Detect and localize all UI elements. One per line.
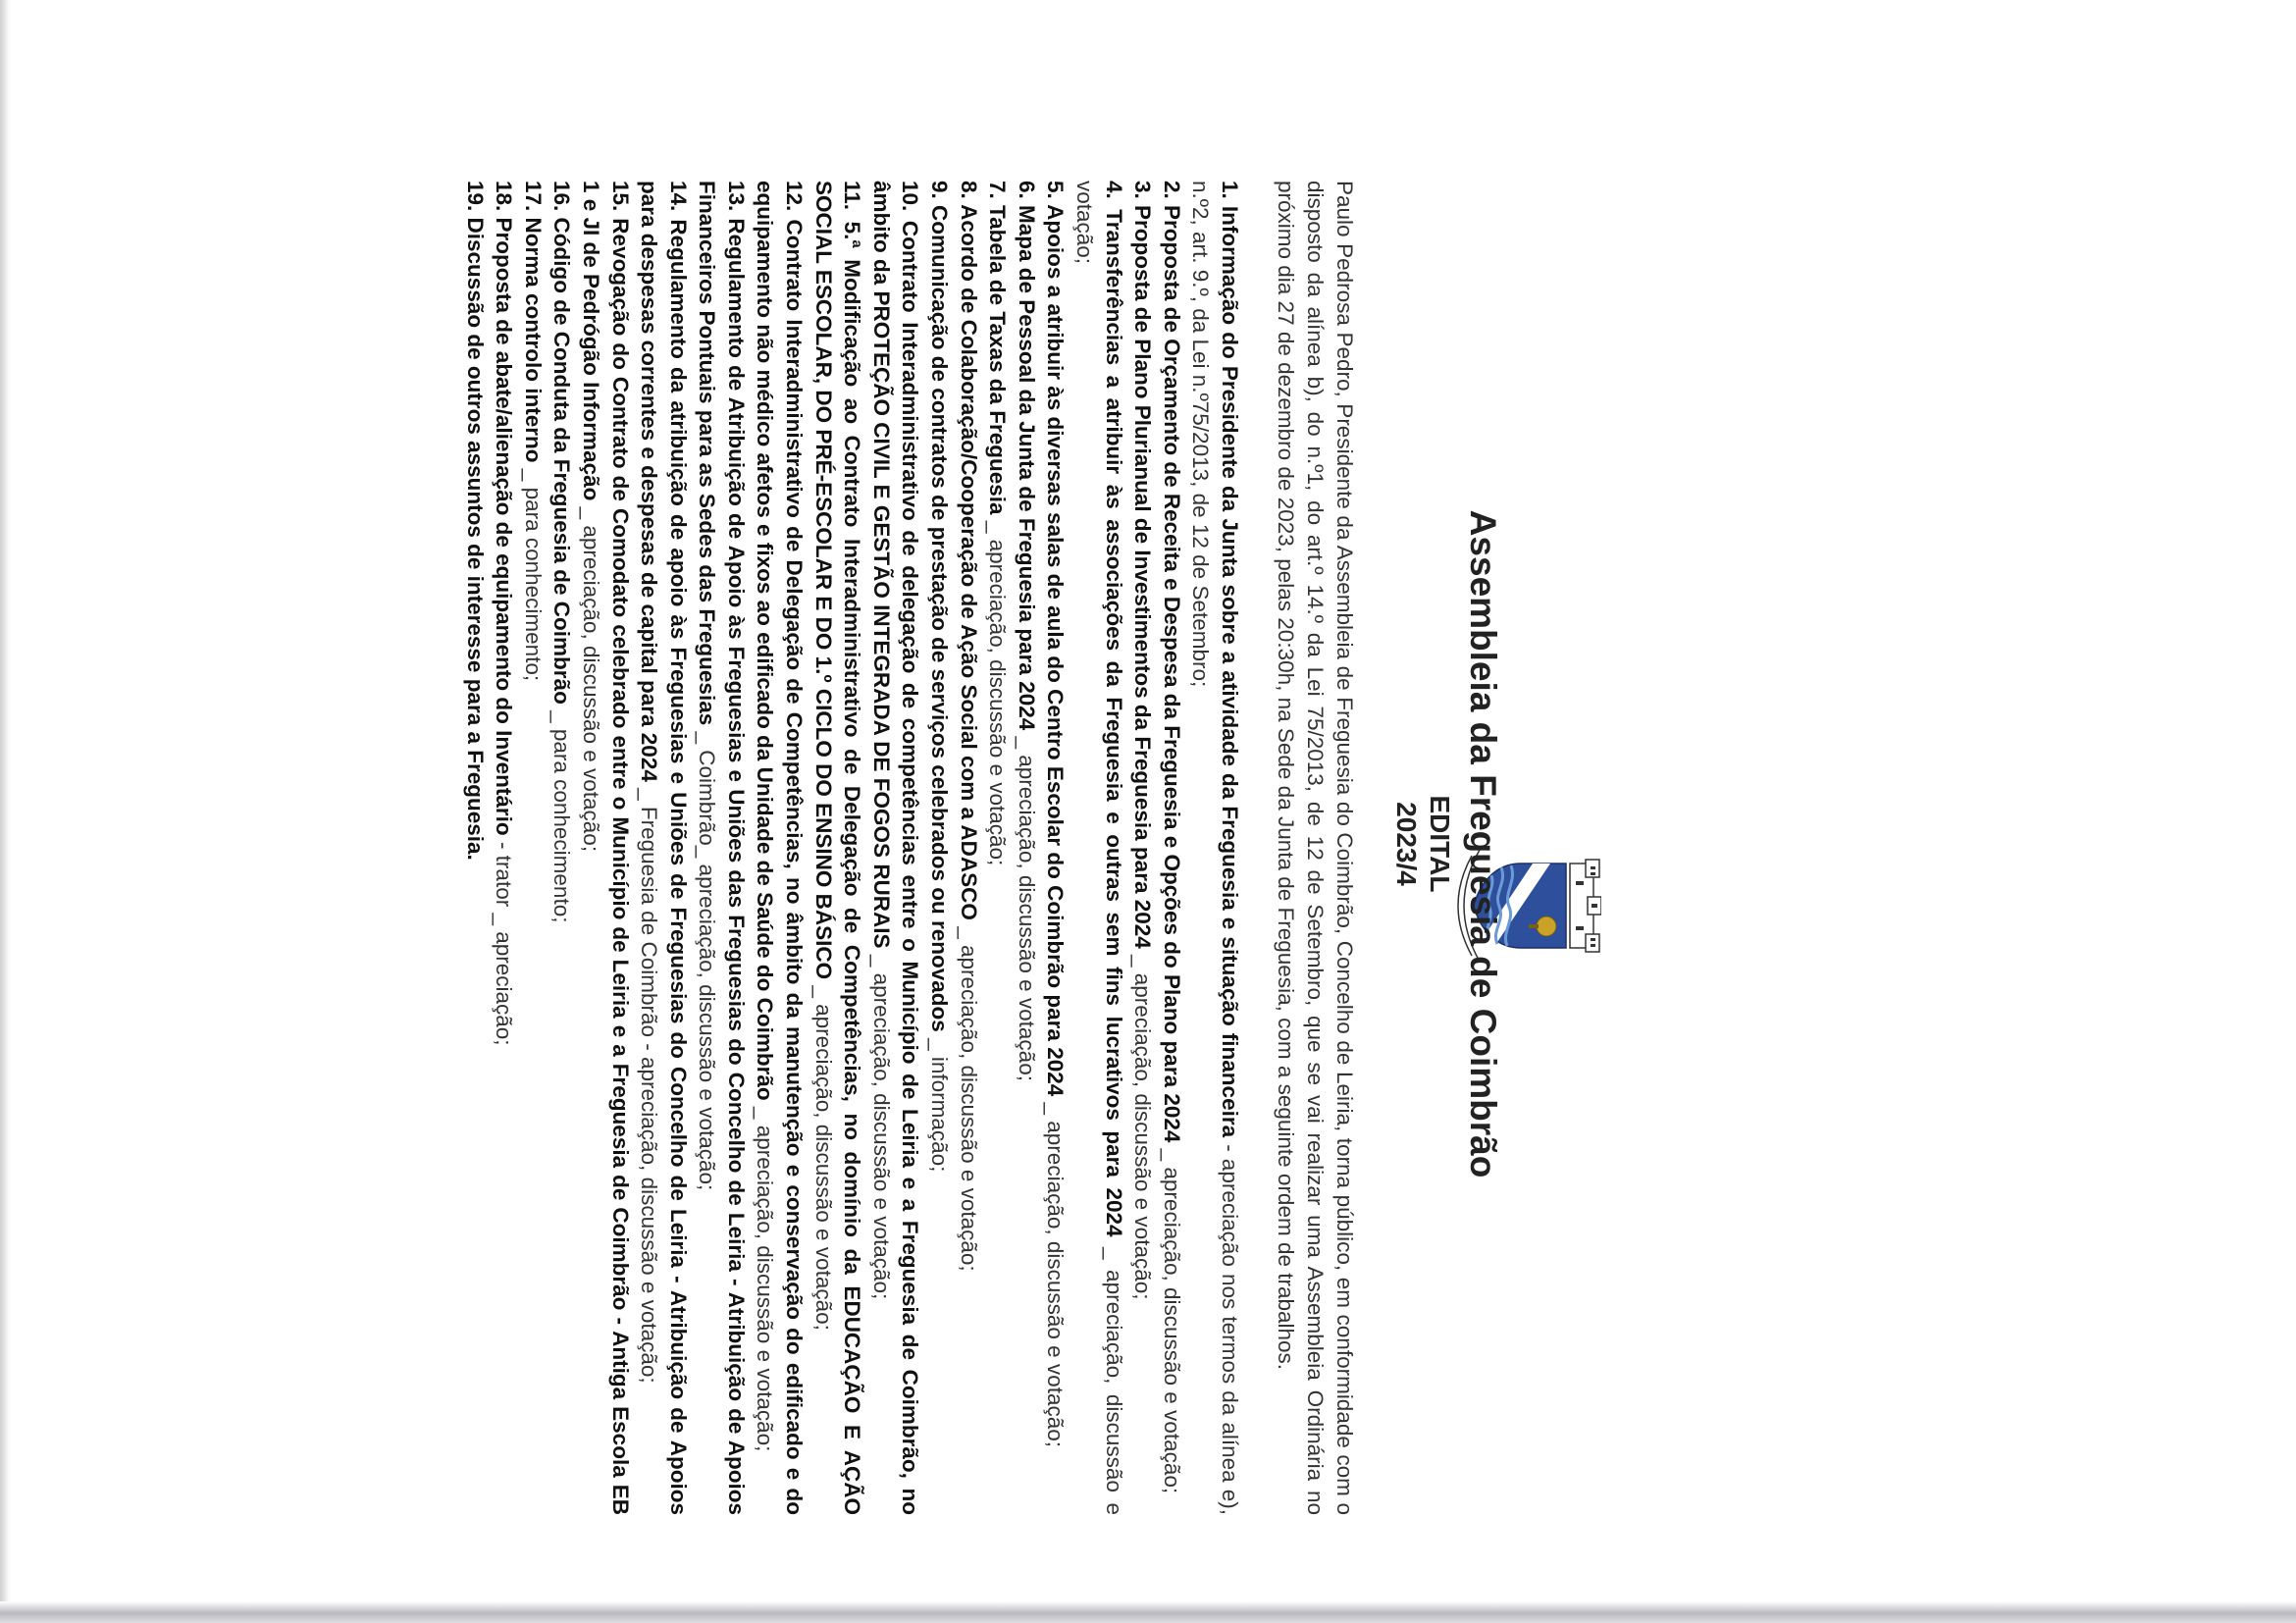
agenda-item — [693, 181, 751, 1515]
scan-shadow-bottom — [0, 1601, 2296, 1623]
agenda-item-title: 11. 5.ª Modificação ao Contrato Interadministrativo de Delegação de Competências, no domínio da EDUCAÇÃO E AÇÃO SOCIAL ESCOLAR, DO PRÉ-ESCOLAR E DO 1.º CICLO DO ENSINO BÁSICO — [810, 181, 865, 1515]
agenda-item-action: _ informação; — [927, 1031, 953, 1173]
agenda-item-action: _ apreciação, discussão e votação; — [753, 1100, 778, 1452]
agenda-item — [518, 181, 548, 1515]
agenda-item-title: 10. Contrato Interadministrativo de delegação de competências entre o Município de Leiria e a Freguesia de Coimbrão, no âmbito da PROTEÇÃO CIVIL E GESTÃO INTEGRADA DE FOGOS RURAIS — [868, 181, 923, 1515]
agenda-item — [1157, 181, 1186, 1515]
agenda-item — [576, 181, 634, 1515]
agenda-item — [1128, 181, 1158, 1515]
agenda-item-action: _ para conhecimento; — [520, 462, 546, 682]
agenda-item-action: _ apreciação, discussão e votação; — [578, 500, 603, 853]
document-subtitle: EDITAL — [1425, 795, 1455, 893]
agenda-item-title: 3. Proposta de Plano Plurianual de Investimentos da Freguesia para 2024 — [1130, 181, 1156, 949]
agenda-item-title: 8. Acordo de Colaboração/Cooperação de Ação Social com a ADASCO — [956, 181, 981, 920]
agenda-item — [635, 181, 693, 1515]
agenda-item-title: 19. Discussão de outros assuntos de interesse para a Freguesia. — [462, 181, 488, 861]
agenda-item-action: - apreciação nos termos da alínea e), n.º2, art. 9.º, da Lei n.º75/2013, de 12 de Setembro; — [1188, 181, 1242, 1515]
agenda-item-action: _ apreciação, discussão e votação; — [1159, 1142, 1184, 1494]
agenda-item — [1012, 181, 1041, 1515]
agenda-item-action: _ apreciação, discussão e votação; — [985, 514, 1011, 866]
edition-number: 2023/4 — [1391, 802, 1422, 886]
agenda-item-action: _ para conhecimento; — [549, 704, 575, 923]
agenda-item-action: _ apreciação, discussão e votação; — [1014, 730, 1039, 1081]
document-title: Assembleia da Freguesia de Coimbrão — [1463, 509, 1503, 1178]
agenda-item-title: 1. Informação do Presidente da Junta sobre a atividade da Freguesia e situação financeira — [1218, 181, 1242, 1138]
agenda-item — [548, 181, 577, 1515]
agenda-item — [460, 181, 490, 1515]
agenda-item — [809, 181, 866, 1515]
agenda-item-title: 5. Apoios a atribuir às diversas salas de aula do Centro Escolar do Coimbrão para 2024 — [1043, 181, 1069, 1097]
agenda-item — [924, 181, 954, 1515]
agenda-item — [1070, 181, 1127, 1515]
edital-document — [0, 147, 1609, 1541]
agenda-item-action: _ apreciação, discussão e votação; — [810, 979, 836, 1331]
agenda-item-title: 4. Transferências a atribuir às associações da Freguesia e outras sem fins lucrativos para 2024 — [1101, 181, 1126, 1237]
agenda-item-title: 12. Contrato Interadministrativo de Delegação de Competências, no âmbito da manutenção e conservação do edificado e do equipamento não médico afetos e fixos ao edificado da Unidade de Saúde do Coimbrão — [753, 181, 808, 1515]
agenda-list — [460, 181, 1244, 1515]
agenda-item-title: 6. Mapa de Pessoal da Junta de Freguesia para 2024 — [1014, 181, 1039, 731]
agenda-item-action: _ apreciação, discussão e votação; — [1043, 1096, 1069, 1447]
agenda-item — [1041, 181, 1070, 1515]
agenda-item-title: 17. Norma controlo interno — [520, 181, 546, 463]
intro-paragraph: Paulo Pedrosa Pedro, Presidente da Assembleia de Freguesia do Coimbrão, Concelho de Leiria, torna público, em conformidade com o disposto da alínea b), do n.º1, do art.º 14.º da Lei 75/2013, de 12 de Setembro, que se vai realizar uma Assembleia Ordinária no próximo dia 27 de dezembro de 2023, pelas 20:30h, na Sede da Junta de Freguesia, com a seguinte ordem de trabalhos. — [1274, 181, 1358, 1515]
agenda-item-title: 13. Regulamento de Atribuição de Apoio às Freguesias e Uniões das Freguesias do Concelho de Leiria - Atribuição de Apoios Financeiros Pontuais para as Sedes das Freguesias — [695, 181, 749, 1515]
agenda-item — [866, 181, 924, 1515]
agenda-item — [983, 181, 1013, 1515]
agenda-item-action: _ Coimbrão_ apreciação, discussão e votação; — [695, 725, 720, 1191]
agenda-item-action: _ apreciação, discussão e votação; — [1130, 948, 1156, 1300]
agenda-item-action: - trator _ apreciação; — [492, 835, 517, 1046]
agenda-item — [490, 181, 519, 1515]
agenda-item-title: 18. Proposta de abate/alienação de equipamento do Inventário — [492, 181, 517, 836]
agenda-item-action: _ apreciação, discussão e votação; — [956, 919, 981, 1272]
agenda-item-title: 7. Tabela de Taxas da Freguesia — [985, 181, 1011, 515]
agenda-item-title: 16. Código de Conduta da Freguesia de Coimbrão — [549, 181, 575, 705]
agenda-item-action: _ apreciação, discussão e votação; — [1072, 181, 1126, 1515]
agenda-item — [954, 181, 983, 1515]
agenda-item-title: 15. Revogação do Contrato de Comodato celebrado entre o Município de Leiria e a Freguesia de Coimbrão - Antiga Escola EB 1 e JI de Pedrógão Informação — [578, 181, 633, 1515]
agenda-item-title: 14. Regulamento da atribuição de apoio às Freguesias e Uniões de Freguesias do Concelho de Leiria - Atribuição de Apoios para despesas correntes e despesas de capital para 2024 — [637, 181, 691, 1515]
agenda-item-title: 9. Comunicação de contratos de prestação de serviços celebrados ou renovados — [927, 181, 953, 1032]
agenda-item — [751, 181, 809, 1515]
agenda-item — [1186, 181, 1244, 1515]
agenda-item-action: _ Freguesia de Coimbrão - apreciação, discussão e votação; — [637, 781, 662, 1384]
agenda-item-action: _ apreciação, discussão e votação; — [868, 948, 894, 1300]
agenda-item-title: 2. Proposta de Orçamento de Receita e Despesa da Freguesia e Opções do Plano para 2024 — [1159, 181, 1184, 1143]
